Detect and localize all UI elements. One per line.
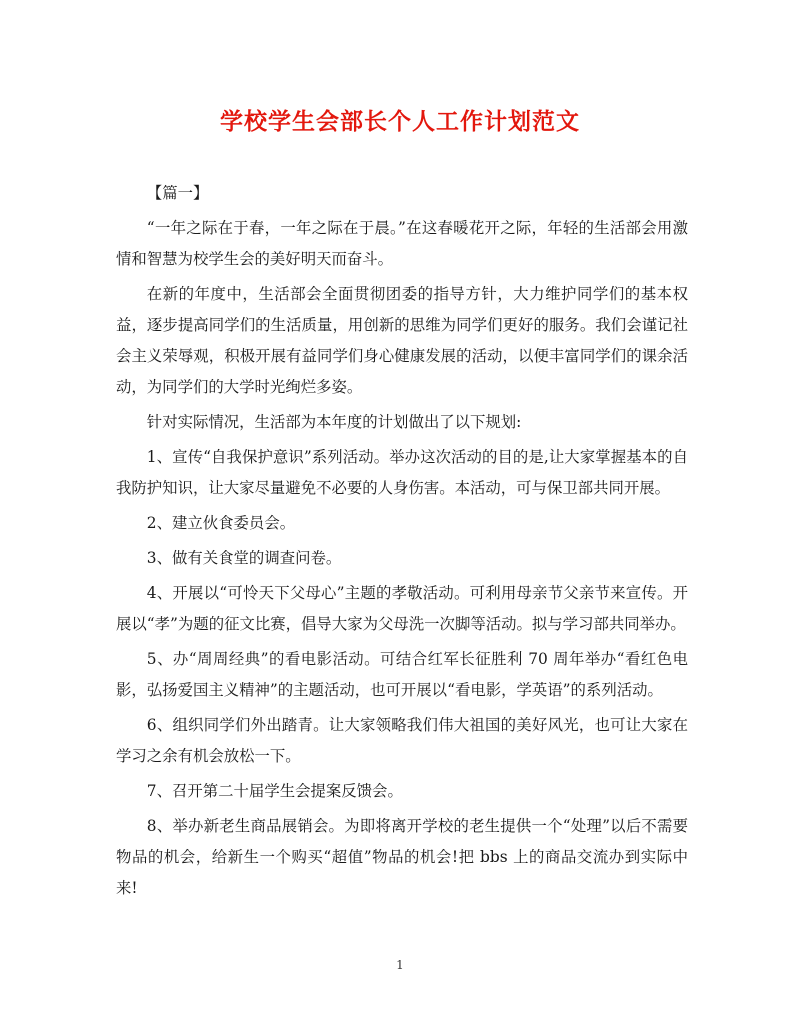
plan-item-5: 5、办“周周经典”的看电影活动。可结合红军长征胜利 70 周年举办“看红色电影，弘扬爱国主义精神”的主题活动，也可开展以“看电影，学英语”的系列活动。 bbox=[116, 650, 688, 699]
plan-item-1: 1、宣传“自我保护意识”系列活动。举办这次活动的目的是,让大家掌握基本的自我防护知识，让大家尽量避免不必要的人身伤害。本活动，可与保卫部共同开展。 bbox=[116, 448, 688, 497]
paragraph-goals: 在新的年度中，生活部会全面贯彻团委的指导方针，大力维护同学们的基本权益，逐步提高同学们的生活质量，用创新的思维为同学们更好的服务。我们会谨记社会主义荣辱观，积极开展有益同学们身心健康发展的活动，以便丰富同学们的课余活动，为同学们的大学时光绚烂多姿。 bbox=[116, 285, 688, 396]
plan-item-3: 3、做有关食堂的调查问卷。 bbox=[146, 549, 342, 567]
paragraph-plan-lead: 针对实际情况，生活部为本年度的计划做出了以下规划: bbox=[146, 413, 522, 431]
plan-item-2: 2、建立伙食委员会。 bbox=[146, 514, 296, 532]
document-body bbox=[116, 178, 688, 908]
plan-item-8: 8、举办新老生商品展销会。为即将离开学校的老生提供一个“处理”以后不需要物品的机会，给新生一个购买“超值”物品的机会!把 bbs 上的商品交流办到实际中来! bbox=[116, 817, 688, 897]
page-number: 1 bbox=[396, 958, 404, 972]
plan-item-4: 4、开展以“可怜天下父母心”主题的孝敬活动。可利用母亲节父亲节来宣传。开展以“孝”为题的征文比赛，倡导大家为父母洗一次脚等活动。拟与学习部共同举办。 bbox=[116, 584, 688, 633]
paragraph-intro: “一年之际在于春，一年之际在于晨。”在这春暖花开之际，年轻的生活部会用激情和智慧为校学生会的美好明天而奋斗。 bbox=[116, 219, 688, 268]
section-label: 【篇一】 bbox=[146, 184, 209, 202]
plan-item-7: 7、召开第二十届学生会提案反馈会。 bbox=[146, 782, 403, 800]
document-title: 学校学生会部长个人工作计划范文 bbox=[220, 108, 580, 135]
plan-item-6: 6、组织同学们外出踏青。让大家领略我们伟大祖国的美好风光，也可让大家在学习之余有机会放松一下。 bbox=[116, 716, 688, 765]
